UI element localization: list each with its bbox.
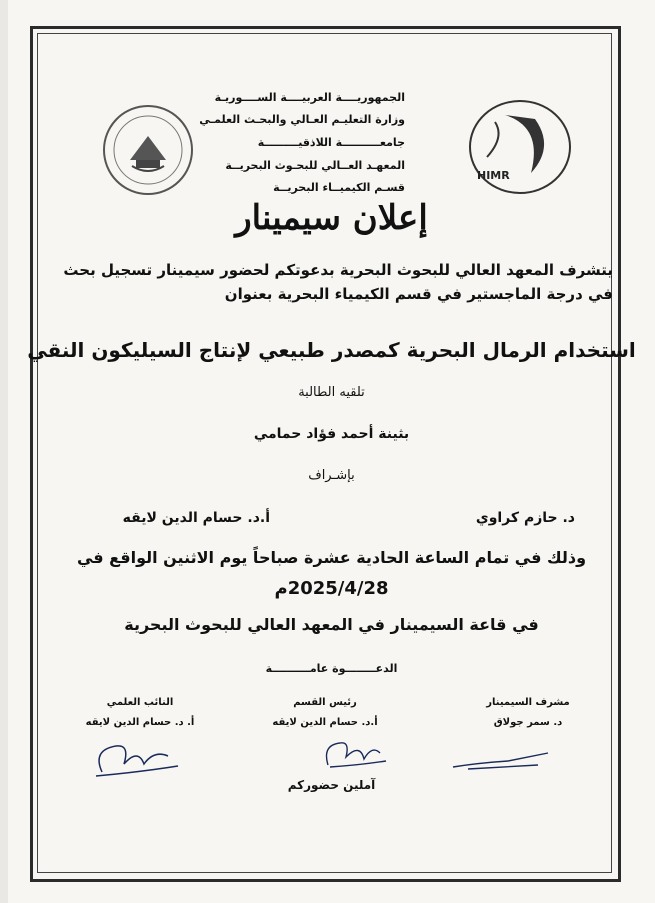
signature-3 — [90, 738, 182, 778]
university-logo — [102, 104, 194, 196]
supervisor-2: أ.د. حسام الدين لايقه — [122, 510, 270, 526]
signatory-name: د. سمر جولاق — [493, 717, 563, 728]
header-line-2: وزارة التعليـم العـالي والبحـث العلمـي — [199, 113, 405, 126]
closing-text: آملين حضوركم — [287, 778, 376, 792]
signatory-role: مشرف السيمينار — [486, 697, 570, 708]
signatory-name: أ. د. حسام الدين لايقه — [85, 717, 195, 728]
seminar-topic: استخدام الرمال البحرية كمصدر طبيعي لإنتاج السيليكون النقي — [27, 338, 636, 362]
header-line-5: قسـم الكيميــاء البحريــة — [273, 181, 405, 194]
signature-1 — [448, 745, 558, 775]
time-text: وذلك في تمام الساعة الحادية عشرة صباحاً يوم الاثنين الواقع في — [76, 548, 587, 567]
header-line-4: المعهـد العــالي للبحـوث البحريــة — [225, 159, 405, 172]
page-title: إعلان سيمينار — [235, 198, 428, 238]
signatory-name: أ.د. حسام الدين لايقه — [272, 717, 378, 728]
seminar-place: في قاعة السيمينار في المعهد العالي للبحوث البحرية — [124, 615, 539, 634]
header-line-1: الجمهوريــــة العربيــــة الســــوريـة — [214, 91, 405, 104]
supervisor-1: د. حازم كراوي — [475, 510, 575, 526]
signature-2 — [320, 735, 390, 771]
student-label: تلقيه الطالبة — [298, 385, 365, 400]
himr-logo — [465, 97, 575, 197]
intro-paragraph: يتشرف المعهد العالي للبحوث البحرية بدعوتكم لحضور سيمينار تسجيل بحث في درجة الماجستير في قسم الكيمياء البحرية بعنوان — [63, 261, 613, 303]
signatory-seminar-supervisor — [478, 697, 578, 728]
svg-text:HIMR: HIMR — [477, 169, 510, 182]
seminar-date: 2025/4/28م — [274, 578, 389, 599]
signatory-department-head — [270, 697, 380, 728]
signatory-role: النائب العلمي — [106, 697, 174, 708]
student-name: بثينة أحمد فؤاد حمامي — [253, 426, 410, 442]
signatory-role: رئيس القسم — [293, 697, 357, 708]
signatory-scientific-deputy — [80, 697, 200, 728]
invitation-note: الدعــــــــوة عامــــــــــة — [265, 662, 398, 675]
document-page — [8, 0, 655, 903]
header-line-3: جامعــــــــــة اللاذقيـــــــــة — [257, 136, 405, 149]
supervision-label: بإشـراف — [308, 468, 355, 483]
